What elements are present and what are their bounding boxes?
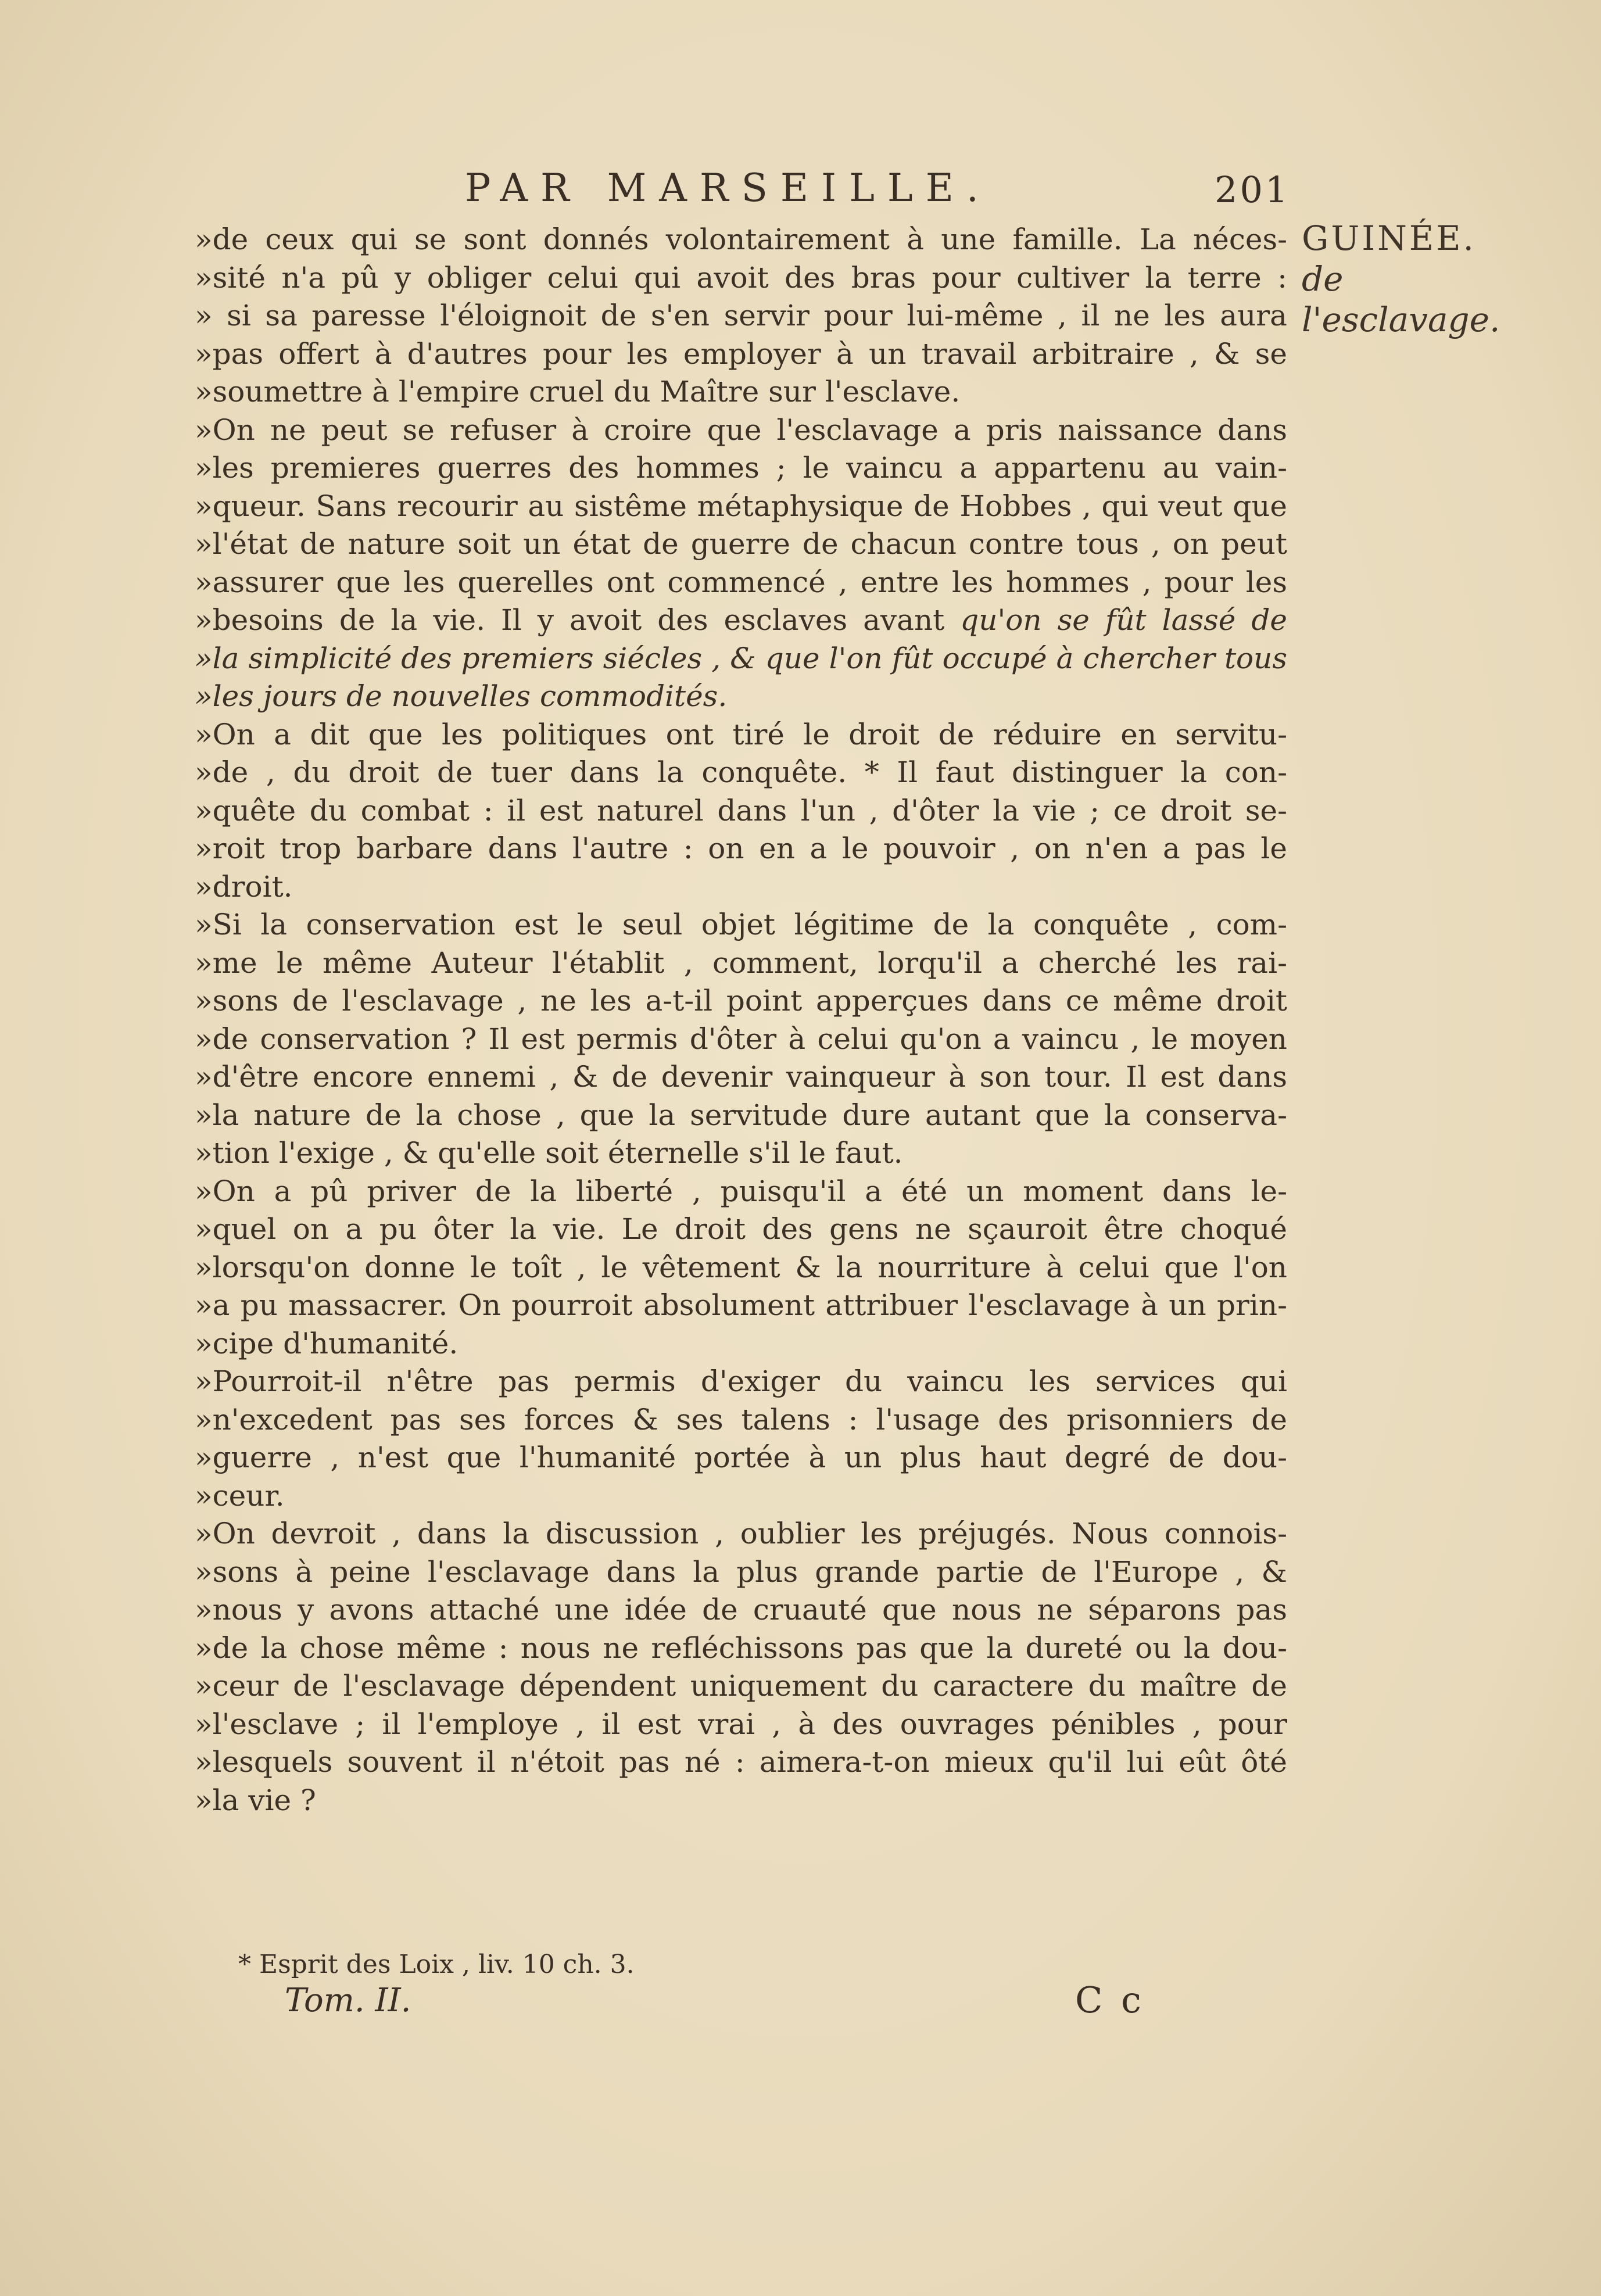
text-line: »quel on a pu ôter la vie. Le droit des gens ne sçauroit être choqué	[195, 1212, 1287, 1246]
margin-note-title: GUINÉE.	[1302, 219, 1476, 258]
margin-note-subtitle: de l'esclavage.	[1302, 259, 1500, 339]
text-line: »lorsqu'on donne le toît , le vêtement & la nourriture à celui que l'on	[195, 1250, 1287, 1284]
text-line: »les jours de nouvelles commodités.	[195, 679, 728, 713]
margin-note	[1302, 218, 1546, 340]
text-line: »lesquels souvent il n'étoit pas né : aimera-t-on mieux qu'il lui eût ôté	[195, 1745, 1287, 1779]
text-line: » si sa paresse l'éloignoit de s'en servir pour lui-même , il ne les aura	[195, 299, 1287, 332]
text-line: »quête du combat : il est naturel dans l'un , d'ôter la vie ; ce droit se-	[195, 793, 1287, 828]
text-line: »soumettre à l'empire cruel du Maître sur l'esclave.	[195, 375, 961, 409]
page-number: 201	[1215, 169, 1291, 211]
text-line: »guerre , n'est que l'humanité portée à un plus haut degré de dou-	[195, 1441, 1287, 1474]
text-line: »les premieres guerres des hommes ; le vaincu a appartenu au vain-	[195, 451, 1287, 485]
text-line: »sité n'a pû y obliger celui qui avoit des bras pour cultiver la terre :	[195, 260, 1287, 295]
text-line: »la nature de la chose , que la servitude dure autant que la conserva-	[195, 1098, 1287, 1132]
text-line: »assurer que les querelles ont commencé , entre les hommes , pour les	[195, 565, 1287, 599]
text-line: »Si la conservation est le seul objet légitime de la conquête , com-	[195, 908, 1287, 941]
text-line: »cipe d'humanité.	[195, 1326, 459, 1360]
text-line: »On devroit , dans la discussion , oublier les préjugés. Nous connois-	[195, 1517, 1287, 1550]
text-line: »On a dit que les politiques ont tiré le droit de réduire en servitu-	[195, 717, 1287, 751]
text-line: »On a pû priver de la liberté , puisqu'il a été un moment dans le-	[195, 1174, 1287, 1208]
text-line: »de , du droit de tuer dans la conquête. * Il faut distinguer la con-	[195, 755, 1287, 789]
text-line: »l'état de nature soit un état de guerre de chacun contre tous , on peut	[195, 527, 1287, 561]
text-line: »On ne peut se refuser à croire que l'esclavage a pris naissance dans	[195, 413, 1287, 447]
text-line: »nous y avons attaché une idée de cruauté que nous ne séparons pas	[195, 1593, 1287, 1627]
footnote: * Esprit des Loix , liv. 10 ch. 3.	[238, 1950, 635, 1979]
text-line: »sons à peine l'esclavage dans la plus grande partie de l'Europe , &	[195, 1554, 1287, 1589]
text-line: »besoins de la vie. Il y avoit des esclaves avant qu'on se fût lassé de	[195, 603, 1287, 637]
running-title: PAR MARSEILLE.	[465, 166, 991, 210]
text-line: »Pourroit-il n'être pas permis d'exiger du vaincu les services qui	[195, 1364, 1287, 1398]
text-line: »ceur de l'esclavage dépendent uniquement du caractere du maître de	[195, 1669, 1287, 1703]
text-line: »me le même Auteur l'établit , comment, lorqu'il a cherché les rai-	[195, 945, 1287, 980]
text-line: »d'être encore ennemi , & de devenir vainqueur à son tour. Il est dans	[195, 1060, 1287, 1094]
text-line: »la vie ?	[195, 1783, 316, 1817]
text-line: »n'excedent pas ses forces & ses talens : l'usage des prisonniers de	[195, 1402, 1287, 1437]
text-line: »droit.	[195, 869, 293, 904]
text-line: »l'esclave ; il l'employe , il est vrai , à des ouvrages pénibles , pour	[195, 1707, 1287, 1741]
text-line: »pas offert à d'autres pour les employer à un travail arbitraire , & se	[195, 336, 1287, 371]
text-line: »ceur.	[195, 1478, 285, 1513]
text-line: »sons de l'esclavage , ne les a-t-il point apperçues dans ce même droit	[195, 984, 1287, 1018]
sheet-mark: C c	[1075, 1979, 1145, 2021]
text-line: »la simplicité des premiers siécles , & que l'on fût occupé à chercher tous	[195, 641, 1287, 675]
text-line: »queur. Sans recourir au sistême métaphysique de Hobbes , qui veut que	[195, 489, 1287, 523]
text-line: »tion l'exige , & qu'elle soit éternelle s'il le faut.	[195, 1136, 903, 1170]
text-line: »de la chose même : nous ne refléchissons pas que la dureté ou la dou-	[195, 1631, 1287, 1665]
volume-signature: Tom. II.	[285, 1982, 411, 2019]
body-text	[195, 221, 1287, 1819]
text-line: »a pu massacrer. On pourroit absolument attribuer l'esclavage à un prin-	[195, 1288, 1287, 1322]
text-line: »de ceux qui se sont donnés volontairement à une famille. La néces-	[195, 223, 1287, 256]
text-line: »roit trop barbare dans l'autre : on en a le pouvoir , on n'en a pas le	[195, 832, 1287, 865]
text-line: »de conservation ? Il est permis d'ôter à celui qu'on a vaincu , le moyen	[195, 1022, 1287, 1056]
